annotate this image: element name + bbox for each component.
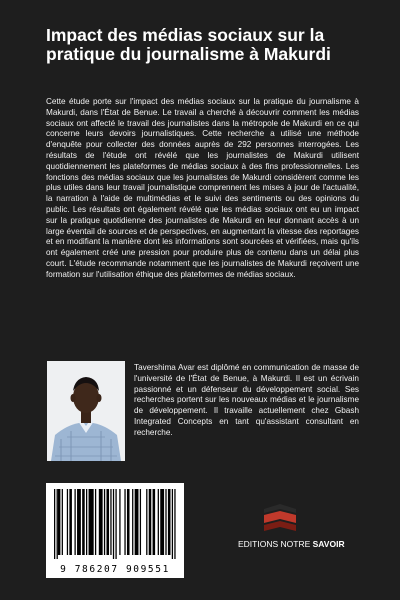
author-bio: Tavershima Avar est diplômé en communication de masse de l'université de l'État de Benue, à Makurdi. Il est un écrivain passionné et un défenseur du développement social. Ses recherches portent sur les nouveaux médias et le journalisme de développement. Il travaille actuellement chez Gbash Integrated Concepts en tant qu'assistant consultant en recherche. xyxy=(134,363,359,437)
barcode-bar xyxy=(54,489,55,559)
barcode-bar xyxy=(127,489,130,555)
barcode-bar xyxy=(165,489,166,555)
barcode-bar xyxy=(149,489,152,555)
barcode-bar xyxy=(153,489,156,555)
barcode-bar xyxy=(86,489,87,555)
barcode-bar xyxy=(77,489,81,555)
barcode-bar xyxy=(69,489,72,555)
barcode-bar xyxy=(168,489,171,555)
barcode-bar xyxy=(146,489,147,555)
barcode-bar xyxy=(58,489,61,555)
publisher-name-bold: SAVOIR xyxy=(312,539,345,549)
barcode-bar xyxy=(132,489,133,555)
publisher-name xyxy=(238,539,348,549)
barcode-bar xyxy=(135,489,139,555)
barcode-bar xyxy=(57,489,58,559)
barcode-bar xyxy=(62,489,63,555)
barcode-bar xyxy=(82,489,85,555)
author-photo xyxy=(47,361,125,461)
publisher-name-light: EDITIONS NOTRE xyxy=(238,539,313,549)
barcode-bar xyxy=(67,489,68,555)
barcode-bar xyxy=(99,489,103,555)
barcode-bar xyxy=(160,489,164,555)
barcode-bar xyxy=(106,489,109,555)
barcode-bar xyxy=(104,489,105,555)
barcode-bar xyxy=(95,489,96,555)
book-summary: Cette étude porte sur l'impact des médias sociaux sur la pratique du journalisme à Makurdi, dans l'État de Benue. Le travail a cherché à découvrir comment les médias sociaux ont affecté le travail des journalistes dans la métropole de Makurdi en ce qui concerne leurs devoirs journalistiques. Cette recherche a utilisé une méthode d'enquête pour collecter des données auprès de 292 personnes interrogées. Les résultats de l'étude ont révélé que les journalistes de Makurdi utilisent quotidiennement les plateformes de médias sociaux à des fins professionnelles. Les fonctions des médias sociaux que les journalistes de Makurdi considèrent comme les plus utiles dans leur travail journalistique comprennent les mises à jour de l'actualité, la narration à l'aide de multimédias et le suivi des sentiments ou des opinions du public. Les résultats ont également révélé que les médias sociaux ont eu un impact sur la pratique quotidienne des journalistes de Makurdi en leur donnant accès à un large éventail de sources et de perspectives, en augmentant la vitesse des reportages et en modifiant la manière dont les informations sont sourcées et vérifiées, mais qu'ils ont également créé une pression pour produire plus de contenu dans un délai plus court. L'étude recommande notamment que les journalistes de Makurdi reçoivent une formation sur l'utilisation éthique des plateformes de médias sociaux. xyxy=(46,97,359,279)
barcode-bar xyxy=(158,489,159,555)
barcode-bar xyxy=(74,489,75,555)
barcode-bar xyxy=(124,489,125,555)
barcode-bar xyxy=(140,489,141,555)
barcode-bar xyxy=(89,489,94,555)
isbn-barcode xyxy=(46,483,184,578)
barcode-bar xyxy=(172,489,173,559)
book-title: Impact des médias sociaux sur la pratique du journalisme à Makurdi xyxy=(46,25,331,64)
barcode-bar xyxy=(119,489,120,555)
barcode-bar xyxy=(110,489,111,555)
barcode-bars xyxy=(52,489,178,559)
barcode-bar xyxy=(115,489,116,559)
barcode-bar xyxy=(174,489,175,559)
barcode-digits: 9 786207 909551 xyxy=(60,564,170,575)
barcode-bar xyxy=(113,489,114,559)
publisher-logo-icon xyxy=(262,503,298,533)
